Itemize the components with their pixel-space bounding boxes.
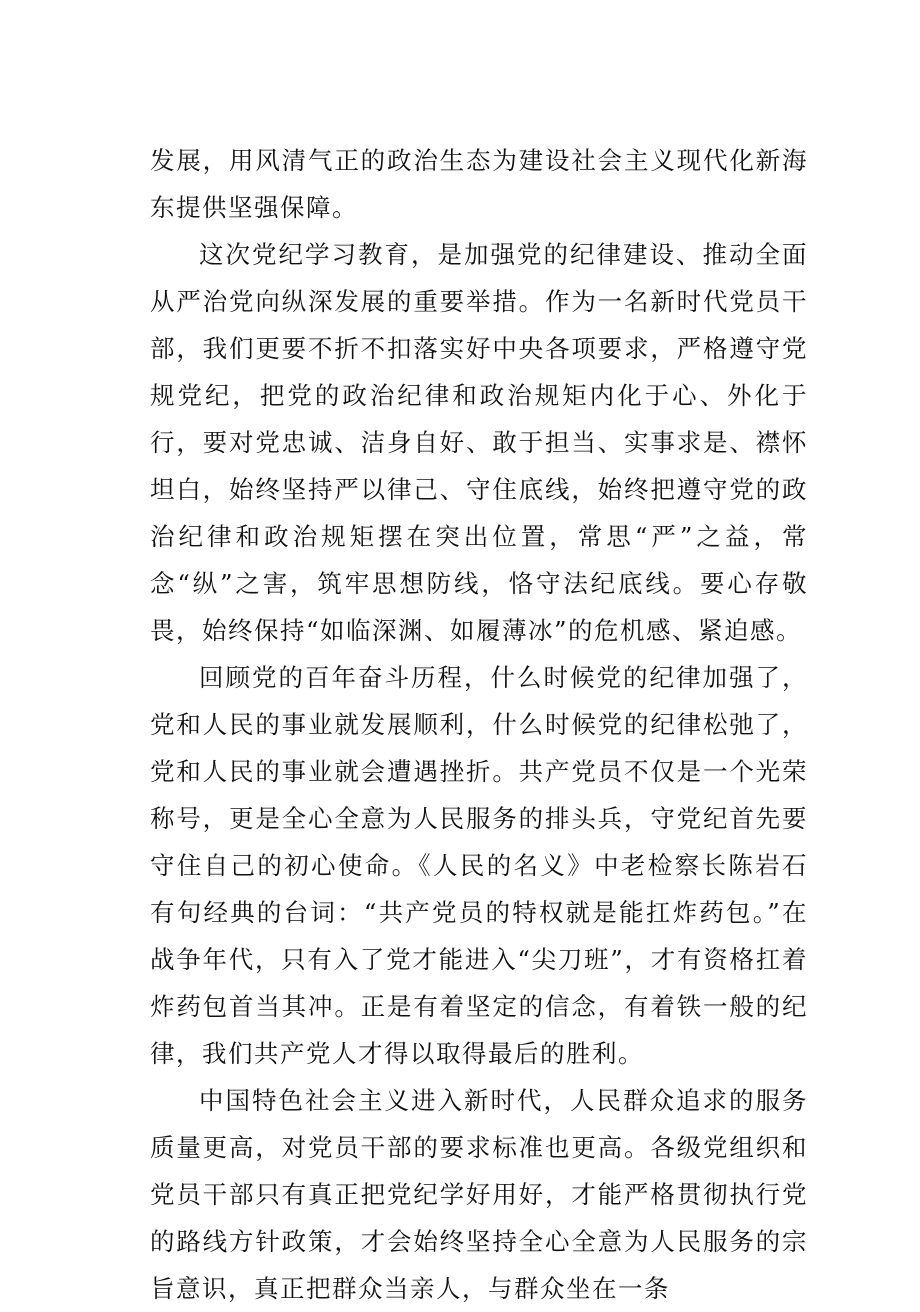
paragraph-discipline-education: 这次党纪学习教育，是加强党的纪律建设、推动全面从严治党向纵深发展的重要举措。作为一名新时代党员干部，我们更要不折不扣落实好中央各项要求，严格遵守党规党纪，把党的政治纪律和政治规矩内化于心、外化于行，要对党忠诚、洁身自好、敢于担当、实事求是、襟怀坦白，始终坚持严以律己、守住底线，始终把遵守党的政治纪律和政治规矩摆在突出位置，常思“严”之益，常念“纵”之害，筑牢思想防线，恪守法纪底线。要心存敬畏，始终保持“如临深渊、如履薄冰”的危机感、紧迫感。 xyxy=(150,240,808,645)
paragraph-continuation: 发展，用风清气正的政治生态为建设社会主义现代化新海东提供坚强保障。 xyxy=(150,146,808,222)
paragraph-party-history: 回顾党的百年奋斗历程，什么时候党的纪律加强了，党和人民的事业就发展顺利，什么时候党的纪律松弛了，党和人民的事业就会遭遇挫折。共产党员不仅是一个光荣称号，更是全心全意为人民服务的排头兵，守党纪首先要守住自己的初心使命。《人民的名义》中老检察长陈岩石有句经典的台词：“共产党员的特权就是能扛炸药包。”在战争年代，只有入了党才能进入“尖刀班”，才有资格扛着炸药包首当其冲。正是有着坚定的信念，有着铁一般的纪律，我们共产党人才得以取得最后的胜利。 xyxy=(150,663,808,1068)
paragraph-new-era: 中国特色社会主义进入新时代，人民群众追求的服务质量更高，对党员干部的要求标准也更高。各级党组织和党员干部只有真正把党纪学好用好，才能严格贯彻执行党的路线方针政策，才会始终坚持全心全意为人民服务的宗旨意识，真正把群众当亲人，与群众坐在一条 xyxy=(150,1086,808,1303)
document-body xyxy=(150,137,808,1312)
